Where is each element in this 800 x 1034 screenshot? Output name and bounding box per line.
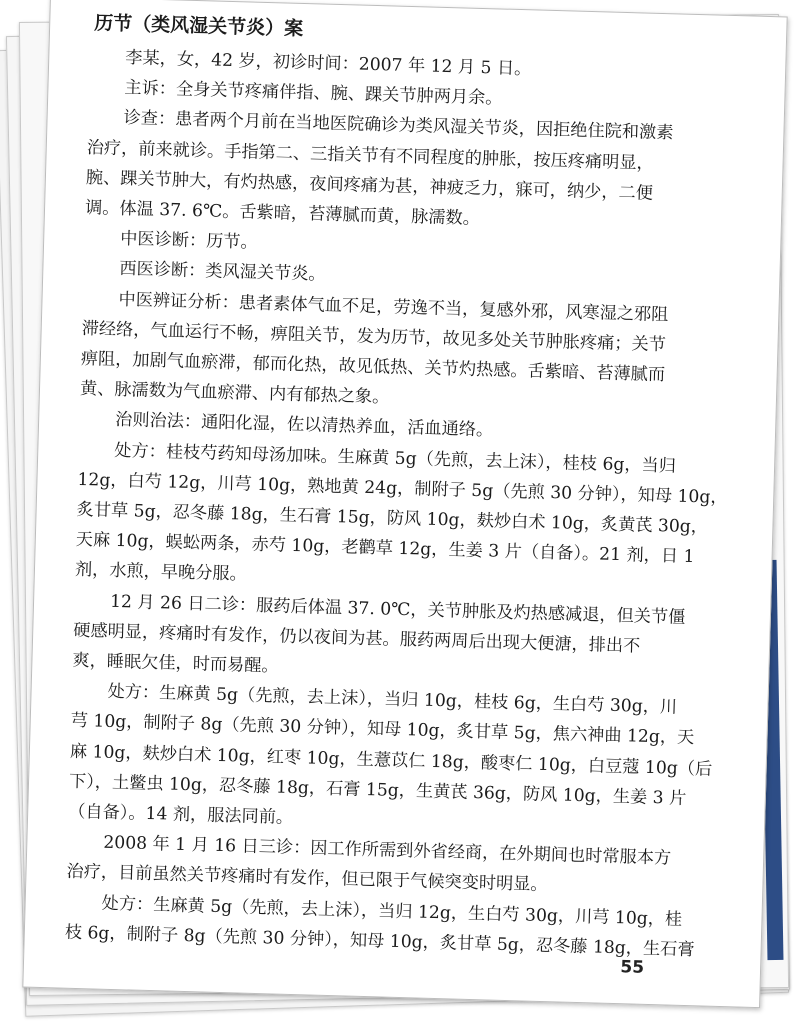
text-line: 2008 年 1 月 16 日三诊：因工作所需到外省经商，在外期间也时常服本方	[103, 832, 672, 869]
text-line: 处方：桂枝芍药知母汤加味。生麻黄 5g（先煎，去上沫），桂枝 6g，当归	[114, 440, 677, 477]
text-line: 枝 6g，制附子 8g（先煎 30 分钟），知母 10g，炙甘草 5g，忍冬藤 18g，生石膏	[64, 922, 695, 961]
text-line: 诊查：患者两个月前在当地医院确诊为类风湿关节炎，因拒绝住院和激素	[123, 108, 674, 144]
page-text	[64, 8, 750, 966]
text-line: 腕、踝关节肿大，有灼热感，夜间疼痛为甚，神疲乏力，寐可，纳少，二便	[85, 167, 654, 204]
text-line: 李某，女，42 岁，初诊时间：2007 年 12 月 5 日。	[125, 48, 532, 80]
text-line: 中医辨证分析：患者素体气血不足，劳逸不当，复感外邪，风寒湿之邪阻	[118, 289, 669, 325]
text-line: （自备）。14 剂，服法同前。	[67, 801, 294, 829]
text-line: 芎 10g，制附子 8g（先煎 30 分钟），知母 10g，炙甘草 5g，焦六神曲 12g，天	[70, 711, 695, 749]
book-page	[22, 0, 787, 1008]
text-line: 滞经络，气血运行不畅，痹阻关节，发为历节，故见多处关节肿胀疼痛；关节	[81, 318, 667, 356]
text-line: 下），土鳖虫 10g，忍冬藤 18g，石膏 15g，生黄芪 36g，防风 10g，生姜 3 片	[68, 771, 687, 809]
text-line: 主诉：全身关节疼痛伴指、腕、踝关节肿两月余。	[124, 78, 503, 109]
text-line: 剂，水煎，早晚分服。	[74, 560, 248, 586]
text-line: 12 月 26 日二诊：服药后体温 37. 0℃，关节肿胀及灼热感减退，但关节僵	[109, 591, 686, 628]
text-line: 麻 10g，麸炒白术 10g，红枣 10g，生薏苡仁 18g，酸枣仁 10g，白豆蔻 10g（后	[69, 741, 713, 780]
text-line: 治疗，前来就诊。手指第二、三指关节有不同程度的肿胀，按压疼痛明显，	[86, 137, 655, 174]
text-line: 痹阻，加剧气血瘀滞，郁而化热，故见低热、关节灼热感。舌紫暗、苔薄腻而	[80, 348, 666, 386]
text-line: 黄、脉濡数为气血瘀滞、内有郁热之象。	[79, 379, 390, 408]
text-line: 治疗，目前虽然关节疼痛时有发作，但已限于气候突变时明显。	[66, 862, 548, 896]
text-line: 12g，白芍 12g，川芎 10g，熟地黄 24g，制附子 5g（先煎 30 分钟），知母 10g，	[77, 469, 728, 508]
text-line: 爽，睡眠欠佳，时而易醒。	[72, 650, 279, 677]
text-line: 中医诊断：历节。	[119, 229, 258, 254]
text-line: 处方：生麻黄 5g（先煎，去上沫），当归 12g，生白芍 30g，川芎 10g，桂	[101, 893, 683, 930]
text-line: 天麻 10g，蜈蚣两条，赤芍 10g，老鹳草 12g，生姜 3 片（自备）。21 剂，日 1	[75, 530, 695, 568]
text-line: 处方：生麻黄 5g（先煎，去上沫），当归 10g，桂枝 6g，生白芍 30g，川	[107, 682, 678, 718]
text-line: 炙甘草 5g，忍冬藤 18g，生石膏 15g，防风 10g，麸炒白术 10g，炙黄芪 30g，	[76, 499, 709, 538]
page-number: 55	[620, 957, 645, 978]
text-line: 硬感明显，疼痛时有发作，仍以夜间为甚。服药两周后出现大便溏，排出不	[72, 620, 641, 657]
text-line: 调。体温 37. 6℃。舌紫暗，苔薄腻而黄，脉濡数。	[84, 197, 481, 229]
case-title: 历节（类风湿关节炎）案	[93, 12, 304, 40]
body-lines	[64, 42, 749, 966]
text-line: 西医诊断：类风湿关节炎。	[119, 259, 326, 286]
text-line: 治则治法：通阳化湿，佐以清热养血，活血通络。	[114, 410, 494, 441]
